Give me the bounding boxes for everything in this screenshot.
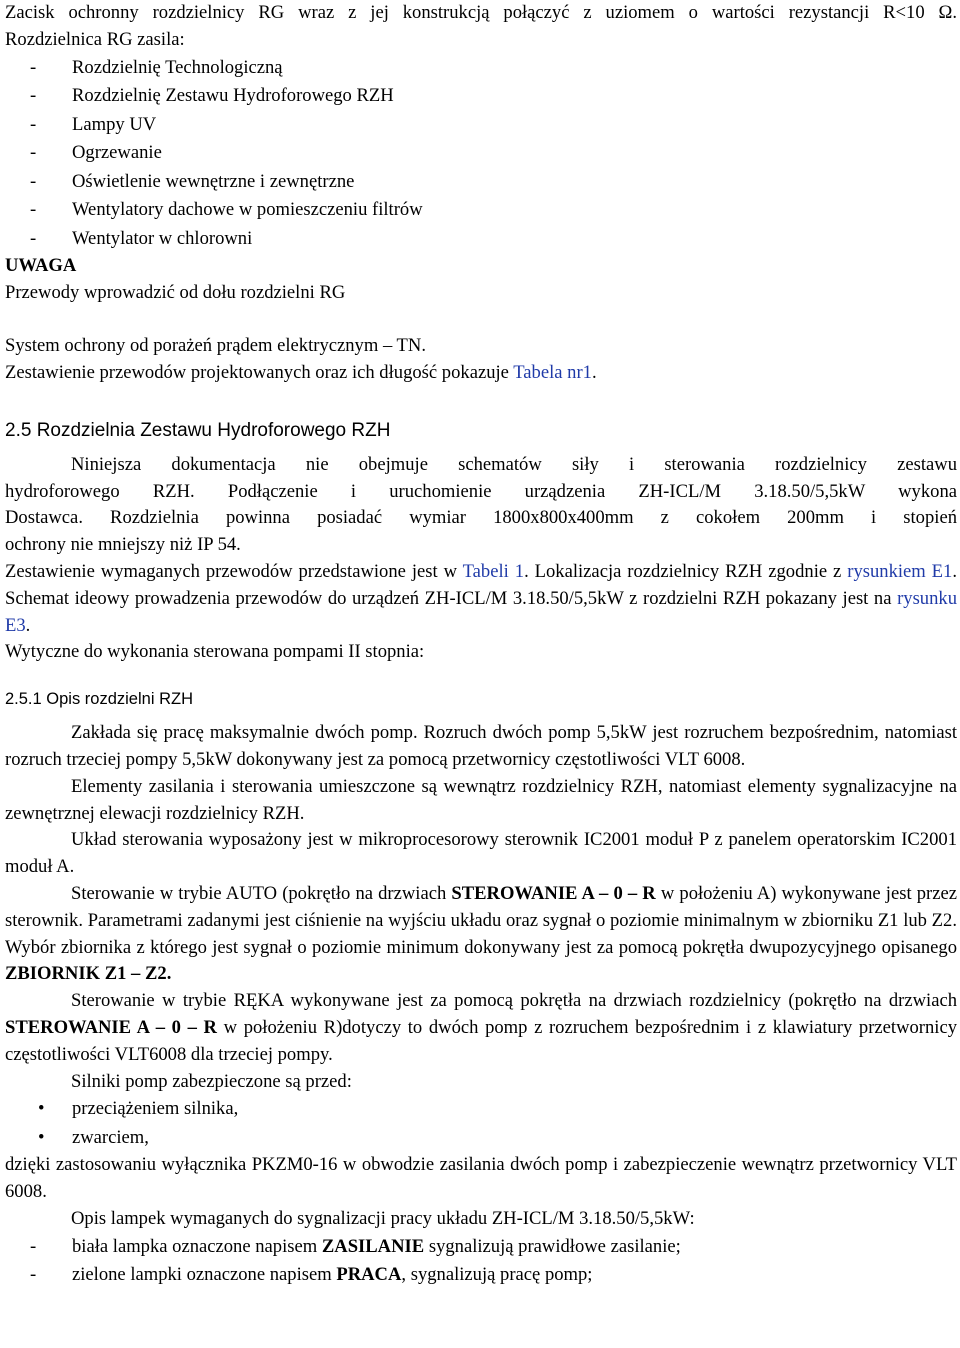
dash-marker: - — [30, 142, 37, 164]
section-heading-2-5-1: 2.5.1 Opis rozdzielni RZH — [5, 690, 193, 709]
warning-text: Przewody wprowadzić od dołu rozdzielni RG — [5, 281, 346, 303]
warning-label: UWAGA — [5, 255, 77, 277]
list-item — [5, 196, 957, 225]
elements-paragraph: Elementy zasilania i sterowania umieszczone są wewnątrz rozdzielnicy RZH, natomiast elementy sygnalizacyjne na zewnętrznej elewacji rozdzielnicy RZH. — [5, 775, 957, 824]
list-item — [5, 1095, 957, 1124]
dash-marker: - — [30, 170, 37, 192]
rzh-line-3: Dostawca. Rozdzielnia powinna posiadać wymiar 1800x800x400mm z cokołem 200mm i stopień — [5, 507, 957, 529]
figure-e1-link[interactable]: rysunkiem E1 — [847, 561, 953, 583]
lamps-list — [5, 1233, 957, 1290]
list-item-text: Oświetlenie wewnętrzne i zewnętrzne — [72, 170, 355, 192]
pumps-paragraph: Zakłada się pracę maksymalnie dwóch pomp. Rozruch dwóch pomp 5,5kW jest rozruchem bezpośrednim, natomiast rozruch trzeciej pompy 5,5kW dokonywany jest za pomocą przetwornicy częstotliwości VLT 6008. — [5, 722, 957, 771]
controller-paragraph: Układ sterowania wyposażony jest w mikroprocesorowy sterownik IC2001 moduł P z panelem operatorskim IC2001 moduł A. — [5, 829, 957, 878]
rzh-line-4: ochrony nie mniejszy niż IP 54. — [5, 534, 241, 556]
dash-marker: - — [30, 199, 37, 221]
list-item-text: Rozdzielnię Technologiczną — [72, 56, 283, 78]
list-item — [5, 1124, 957, 1153]
supply-heading: Rozdzielnica RG zasila: — [5, 28, 185, 50]
dash-marker: - — [30, 227, 37, 249]
list-item-text: zielone lampki oznaczone napisem PRACA, sygnalizują pracę pomp; — [72, 1264, 593, 1286]
supply-list — [5, 54, 957, 254]
dash-marker: - — [30, 113, 37, 135]
list-item-text: Ogrzewanie — [72, 142, 162, 164]
table-link[interactable]: Tabela nr1 — [513, 362, 592, 384]
manual-mode-paragraph: Sterowanie w trybie RĘKA wykonywane jest za pomocą pokrętła na drzwiach rozdzielnicy (pokrętło na drzwiach STEROWANIE A – 0 – R w położeniu R)dotyczy to dwóch pomp z rozruchem bezpośrednim i z klawiatury przetwornicy częstotliwości VLT6008 dla trzeciej pompy. — [5, 990, 958, 1065]
list-item — [5, 225, 957, 254]
list-item — [5, 1233, 957, 1262]
lamps-paragraph: Opis lampek wymaganych do sygnalizacji pracy układu ZH-ICL/M 3.18.50/5,5kW: — [71, 1208, 695, 1229]
list-item-text: Wentylator w chlorowni — [72, 227, 253, 249]
list-item-text: Lampy UV — [72, 113, 157, 135]
list-item — [5, 54, 957, 83]
list-item-text: biała lampka oznaczone napisem ZASILANIE sygnalizują prawidłowe zasilanie; — [72, 1235, 681, 1257]
intro-paragraph — [5, 0, 957, 27]
protection-paragraph: Silniki pomp zabezpieczone są przed: — [71, 1070, 352, 1092]
guidelines-line: Wytyczne do wykonania sterowana pompami II stopnia: — [5, 641, 425, 663]
rzh-line-1: Niniejsza dokumentacja nie obejmuje schematów siły i sterowania rozdzielnicy zestawu — [71, 453, 957, 475]
auto-mode-paragraph: Sterowanie w trybie AUTO (pokrętło na drzwiach STEROWANIE A – 0 – R w położeniu A) wykonywane jest przez sterownik. Parametrami zadanymi jest ciśnienie na wyjściu układu oraz sygnał o poziomie minimalnym w zbiorniku Z1 lub Z2. Wybór zbiornika z którego jest sygnał o poziomie minimum dokonywany jest za pomocą pokrętła dwupozycyjnego opisanego ZBIORNIK Z1 – Z2. — [5, 883, 957, 985]
dash-marker: - — [30, 1264, 37, 1286]
dash-marker: - — [30, 85, 37, 107]
breaker-paragraph: dzięki zastosowaniu wyłącznika PKZM0-16 w obwodzie zasilania dwóch pomp i zabezpieczenie wewnątrz przetwornicy VLT 6008. — [5, 1154, 957, 1203]
list-item-text: Wentylatory dachowe w pomieszczeniu filtrów — [72, 199, 423, 221]
section-heading-2-5: 2.5 Rozdzielnia Zestawu Hydroforowego RZH — [5, 419, 391, 441]
list-item — [5, 1261, 957, 1290]
spacer — [5, 307, 957, 334]
bullet-marker: • — [38, 1126, 45, 1148]
dash-marker: - — [30, 56, 37, 78]
rzh-line-2: hydroforowego RZH. Podłączenie i uruchomienie urządzenia ZH-ICL/M 3.18.50/5,5kW wykona — [5, 480, 957, 502]
list-item — [5, 82, 957, 111]
list-item — [5, 111, 957, 140]
protection-list — [5, 1095, 957, 1152]
list-item — [5, 168, 957, 197]
list-item-text: zwarciem, — [72, 1126, 149, 1148]
figure-e3-link[interactable]: rysunku E3 — [5, 587, 957, 636]
dash-marker: - — [30, 1235, 37, 1257]
rzh-cables-paragraph: Zestawienie wymaganych przewodów przedstawione jest w Tabeli 1. Lokalizacja rozdzielnicy RZH zgodnie z rysunkiem E1. Schemat ideowy prowadzenia przewodów do urządzeń ZH-ICL/M 3.18.50/5,5kW z rozdzielni RZH pokazany jest na rysunku E3. — [5, 561, 957, 636]
list-item — [5, 139, 957, 168]
protection-system: System ochrony od porażeń prądem elektrycznym – TN. — [5, 335, 426, 357]
list-item-text: przeciążeniem silnika, — [72, 1098, 239, 1120]
list-item-text: Rozdzielnię Zestawu Hydroforowego RZH — [72, 85, 394, 107]
table-link[interactable]: Tabeli 1 — [462, 561, 525, 583]
spacer — [5, 387, 957, 414]
document-page — [5, 0, 957, 1290]
intro-text: Zacisk ochronny rozdzielnicy RG wraz z jej konstrukcją połączyć z uziomem o wartości rezystancji R<10 Ω. — [5, 2, 957, 23]
bullet-marker: • — [38, 1098, 45, 1120]
cables-paragraph: Zestawienie przewodów projektowanych oraz ich długość pokazuje Tabela nr1. — [5, 362, 597, 384]
